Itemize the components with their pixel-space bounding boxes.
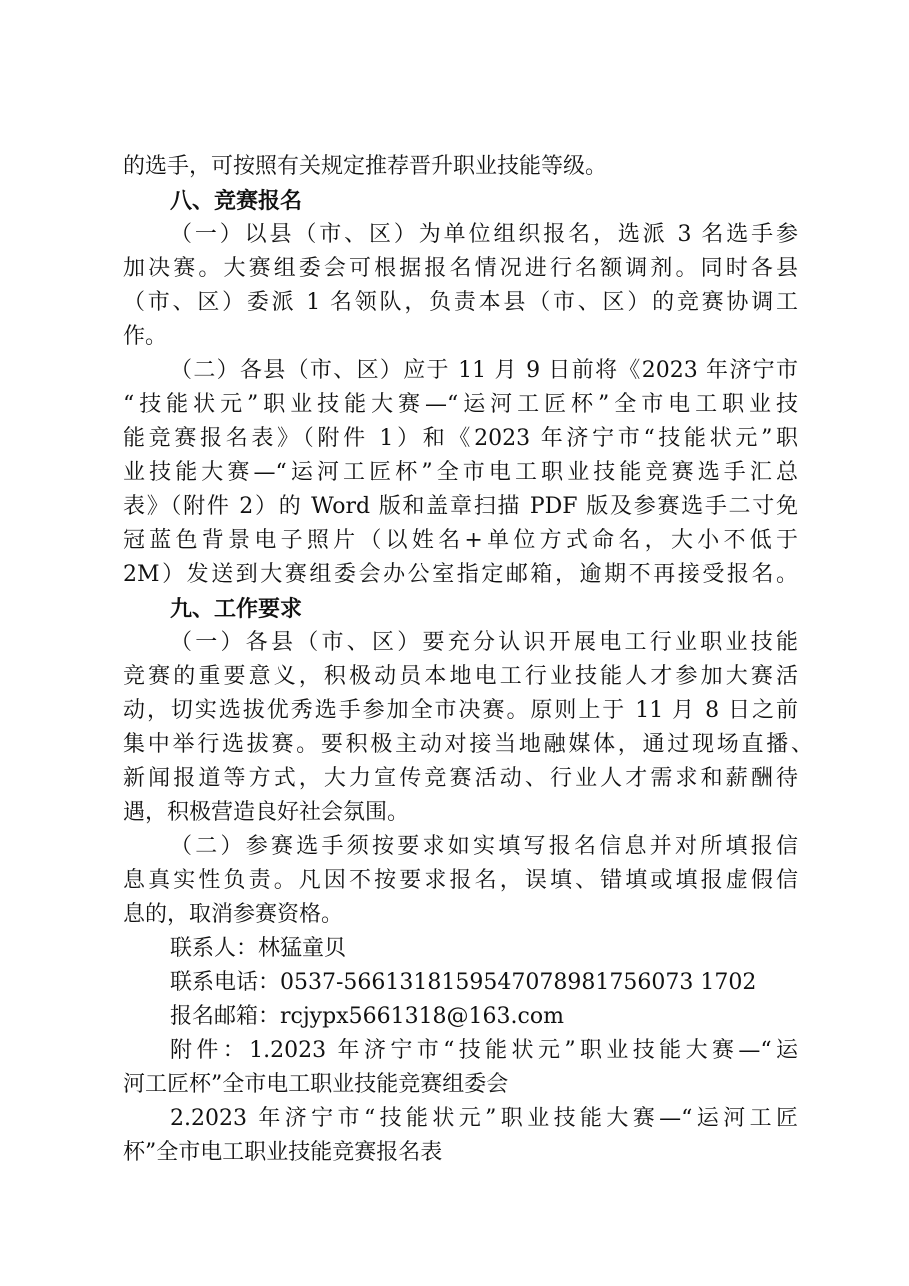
paragraph-line: 息真实性负责。凡因不按要求报名，误填、错填或填报虚假信 — [123, 868, 798, 893]
paragraph-line: （一）各县（市、区）要充分认识开展电工行业职业技能 — [170, 630, 798, 655]
attachment-line: 河工匠杯”全市电工职业技能竞赛组委会 — [123, 1072, 509, 1097]
paragraph-line: 业技能大赛—“运河工匠杯”全市电工职业技能竞赛选手汇总 — [123, 460, 798, 485]
paragraph-line: 冠蓝色背景电子照片（以姓名+单位方式命名，大小不低于 — [123, 528, 798, 553]
paragraph-line: （二）参赛选手须按要求如实填写报名信息并对所填报信 — [170, 834, 798, 859]
paragraph-line: 动，切实选拔优秀选手参加全市决赛。原则上于 11 月 8 日之前 — [123, 698, 798, 723]
section-heading-registration: 八、竞赛报名 — [170, 188, 303, 214]
paragraph-line: （一）以县（市、区）为单位组织报名，选派 3 名选手参 — [170, 222, 798, 247]
paragraph-line: 2M）发送到大赛组委会办公室指定邮箱，逾期不再接受报名。 — [123, 562, 798, 587]
contact-phone: 联系电话：0537-5661318159547078981756073 1702 — [170, 970, 757, 995]
attachment-line: 杯”全市电工职业技能竞赛报名表 — [123, 1140, 443, 1165]
paragraph-line: 集中举行选拔赛。要积极主动对接当地融媒体，通过现场直播、 — [123, 732, 813, 757]
paragraph-line: 表》（附件 2）的 Word 版和盖章扫描 PDF 版及参赛选手二寸免 — [123, 494, 798, 519]
paragraph-line: 竞赛的重要意义，积极动员本地电工行业技能人才参加大赛活 — [123, 664, 798, 689]
paragraph-line: 遇，积极营造良好社会氛围。 — [123, 800, 410, 825]
paragraph-line: 加决赛。大赛组委会可根据报名情况进行名额调剂。同时各县 — [123, 256, 798, 281]
section-heading-requirements: 九、工作要求 — [170, 596, 303, 622]
paragraph-line: （市、区）委派 1 名领队，负责本县（市、区）的竞赛协调工 — [123, 290, 798, 315]
paragraph-line: “技能状元”职业技能大赛—“运河工匠杯”全市电工职业技 — [123, 392, 798, 417]
registration-email: 报名邮箱：rcjypx5661318@163.com — [170, 1004, 564, 1029]
paragraph-line: 的选手，可按照有关规定推荐晋升职业技能等级。 — [123, 154, 608, 179]
paragraph-line: 作。 — [123, 324, 168, 349]
attachment-line: 附件：1.2023 年济宁市“技能状元”职业技能大赛—“运 — [170, 1038, 798, 1063]
paragraph-line: （二）各县（市、区）应于 11 月 9 日前将《2023 年济宁市 — [170, 358, 798, 383]
contact-person: 联系人：林猛童贝 — [170, 936, 347, 961]
paragraph-line: 息的，取消参赛资格。 — [123, 902, 344, 927]
paragraph-line: 新闻报道等方式，大力宣传竞赛活动、行业人才需求和薪酬待 — [123, 766, 798, 791]
paragraph-line: 能竞赛报名表》（附件 1）和《2023 年济宁市“技能状元”职 — [123, 426, 798, 451]
attachment-line: 2.2023 年济宁市“技能状元”职业技能大赛—“运河工匠 — [170, 1106, 798, 1131]
